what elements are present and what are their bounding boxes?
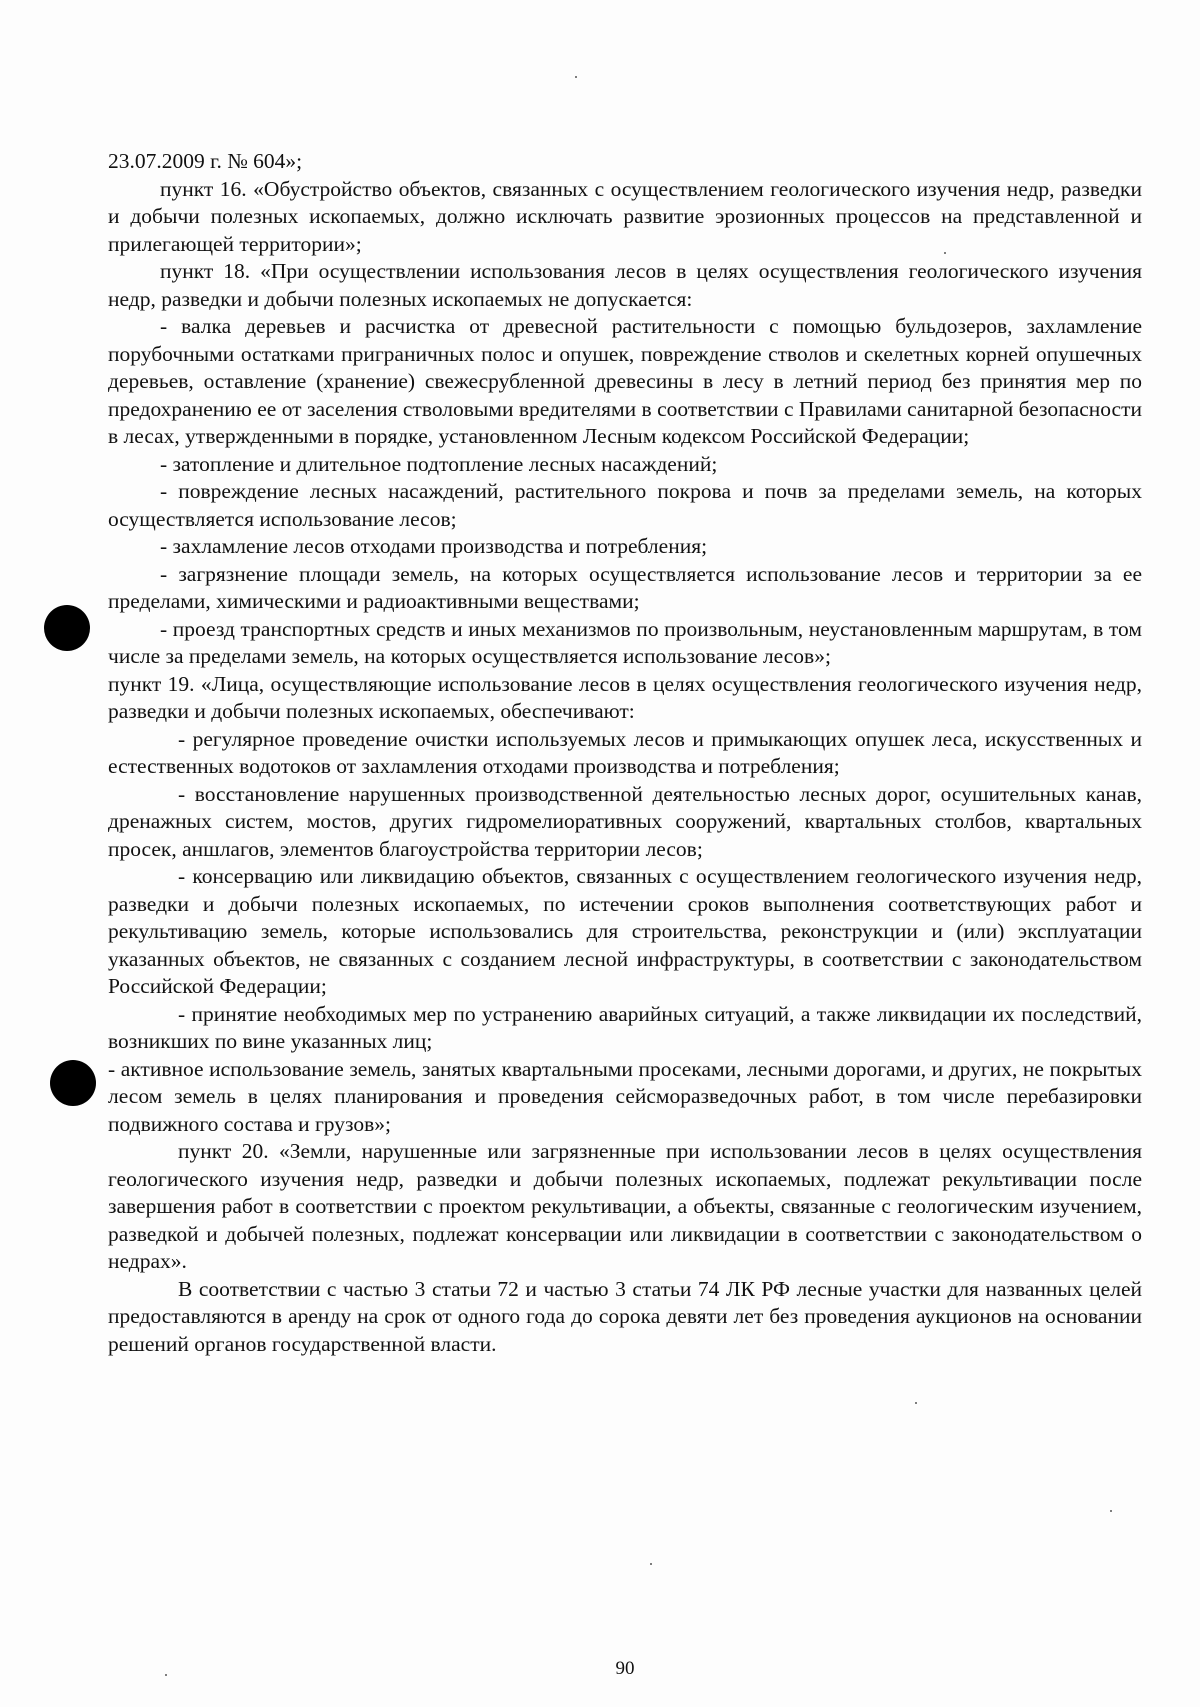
list-item-tree-felling: - валка деревьев и расчистка от древесной растительности с помощью бульдозеров, захламление порубочными остатками приграничных полос и опушек, повреждение стволов и скелетных корней опушечных деревьев, оставление (хранение) свежесрубленной древесины в лесу в летний период без принятия мер по предохранению ее от заселения стволовыми вредителями в соответствии с Правилами санитарной безопасности в лесах, утвержденными в порядке, установленном Лесным кодексом Российской Федерации;	[108, 314, 1142, 448]
list-item-littering: - захламление лесов отходами производства и потребления;	[160, 534, 708, 558]
paragraph-point-16: пункт 16. «Обустройство объектов, связанных с осуществлением геологического изучения недр, разведки и добычи полезных ископаемых, должно исключать развитие эрозионных процессов на представленной и прилегающей территории»;	[108, 176, 1142, 256]
scan-speck	[1110, 1510, 1112, 1512]
paragraph-point-18: пункт 18. «При осуществлении использования лесов в целях осуществления геологического изучения недр, разведки и добычи полезных ископаемых не допускается:	[108, 259, 1142, 311]
scan-speck	[575, 76, 577, 78]
scan-speck	[650, 1563, 652, 1565]
page-number: 90	[615, 1658, 635, 1679]
list-item-flooding: - затопление и длительное подтопление лесных насаждений;	[160, 451, 718, 476]
scan-speck	[915, 1402, 917, 1404]
list-item-emergency-measures: - принятие необходимых мер по устранению аварийных ситуаций, а также ликвидации их последствий, возникших по вине указанных лиц;	[108, 1001, 1142, 1053]
paragraph-point-19: пункт 19. «Лица, осуществляющие использование лесов в целях осуществления геологического изучения недр, разведки и добычи полезных ископаемых, обеспечивают:	[108, 671, 1142, 723]
paragraph-order-reference: 23.07.2009 г. № 604»;	[108, 149, 303, 173]
punch-hole	[44, 605, 90, 651]
punch-hole	[50, 1060, 96, 1106]
list-item-conservation: - консервацию или ликвидацию объектов, связанных с осуществлением геологического изучения недр, разведки и добычи полезных ископаемых, по истечении сроков выполнения соответствующих работ и рекультивацию земель, которые использовались для строительства, реконструкции и (или) эксплуатации указанных объектов, не связанных с созданием лесной инфраструктуры, в соответствии с законодательством Российской Федерации;	[108, 864, 1142, 998]
list-item-vegetation-damage: - повреждение лесных насаждений, растительного покрова и почв за пределами земель, на которых осуществляется использование лесов;	[108, 479, 1142, 531]
document-body	[108, 148, 1142, 1358]
list-item-land-use: - активное использование земель, занятых квартальными просеками, лесными дорогами, и других, не покрытых лесом земель в целях планирования и проведения сейсморазведочных работ, в том числе перебазировки подвижного состава и грузов»;	[108, 1056, 1142, 1136]
list-item-restoration: - восстановление нарушенных производственной деятельностью лесных дорог, осушительных канав, дренажных систем, мостов, других гидромелиоративных сооружений, квартальных столбов, квартальных просек, аншлагов, элементов благоустройства территории лесов;	[108, 781, 1142, 861]
list-item-cleaning: - регулярное проведение очистки используемых лесов и примыкающих опушек леса, искусственных и естественных водотоков от захламления отходами производства и потребления;	[108, 726, 1142, 778]
paragraph-point-20: пункт 20. «Земли, нарушенные или загрязненные при использовании лесов в целях осуществления геологического изучения недр, разведки и добычи полезных ископаемых, подлежат рекультивации после завершения работ в соответствии с проектом рекультивации, а объекты, связанные с геологическим изучением, разведкой и добычей полезных, подлежат консервации или ликвидации в соответствии с законодательством о недрах».	[108, 1139, 1142, 1273]
list-item-contamination: - загрязнение площади земель, на которых осуществляется использование лесов и территории за ее пределами, химическими и радиоактивными веществами;	[108, 561, 1142, 613]
list-item-vehicle-passage: - проезд транспортных средств и иных механизмов по произвольным, неустановленным маршрутам, в том числе за пределами земель, на которых осуществляется использование лесов»;	[108, 616, 1142, 668]
paragraph-lease-terms: В соответствии с частью 3 статьи 72 и частью 3 статьи 74 ЛК РФ лесные участки для названных целей предоставляются в аренду на срок от одного года до сорока девяти лет без проведения аукционов на основании решений органов государственной власти.	[108, 1276, 1142, 1356]
